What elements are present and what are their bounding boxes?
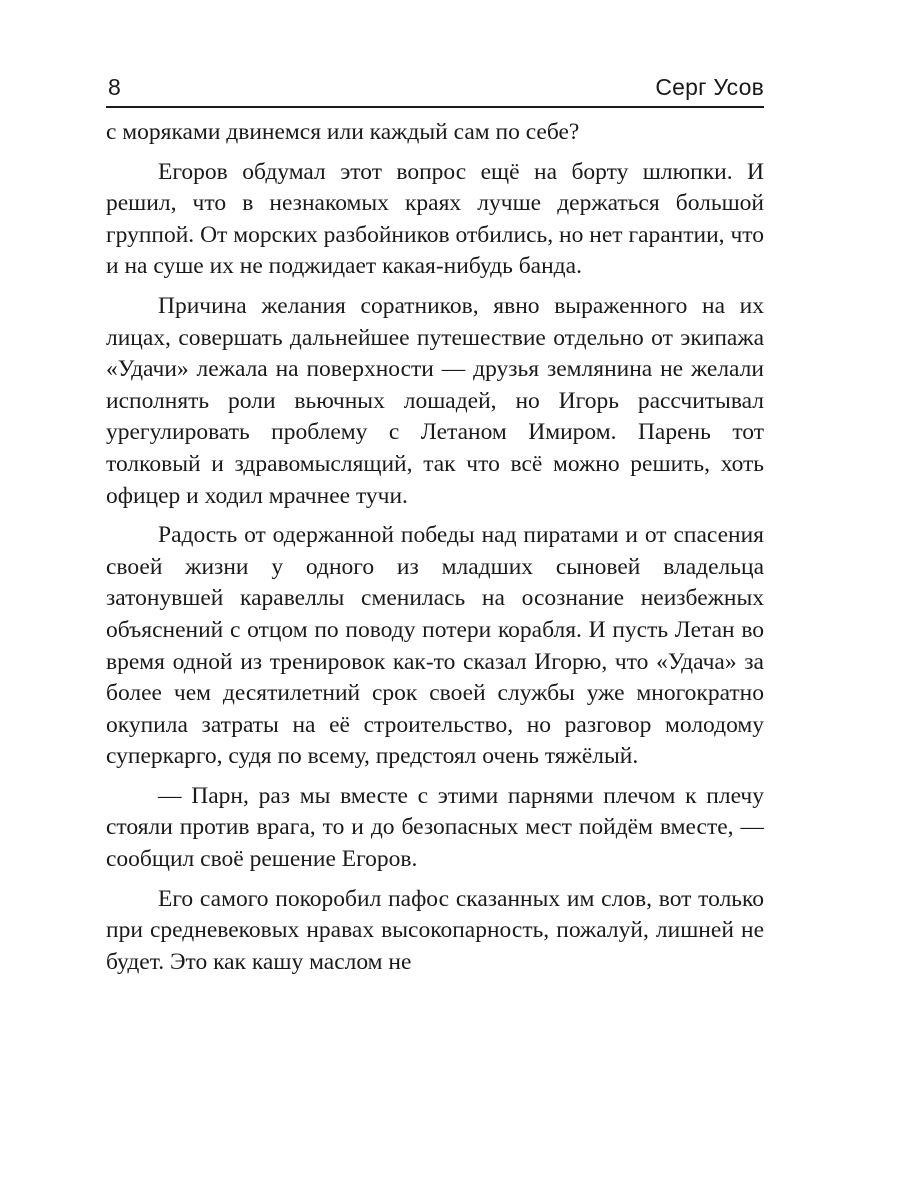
page-header <box>106 70 764 108</box>
paragraph: Егоров обдумал этот вопрос ещё на борту шлюпки. И решил, что в незнакомых краях лучше держаться большой группой. От морских разбойников отбились, но нет гарантии, что и на суше их не поджидает какая-нибудь банда. <box>106 158 764 280</box>
paragraph: Его самого покоробил пафос сказанных им слов, вот только при средневековых нравах высокопарность, пожалуй, лишней не будет. Это как кашу маслом не <box>106 885 764 975</box>
paragraph-continuation: с моряками двинемся или каждый сам по себе? <box>106 119 580 145</box>
running-head-author: Серг Усов <box>655 74 764 100</box>
page-number: 8 <box>108 74 121 100</box>
paragraph-dialogue: — Парн, раз мы вместе с этими парнями плечом к плечу стояли против врага, то и до безопасных мест пойдём вместе, — сообщил своё решение Егоров. <box>106 782 764 873</box>
text-body <box>106 117 764 986</box>
paragraph: Причина желания соратников, явно выраженного на их лицах, совершать дальнейшее путешествие отдельно от экипажа «Удачи» лежала на поверхности — друзья землянина не желали исполнять роли вьючных лошадей, но Игорь рассчитывал урегулировать проблему с Летаном Имиром. Парень тот толковый и здравомыслящий, так что всё можно решить, хоть офицер и ходил мрачнее тучи. <box>106 292 764 509</box>
paragraph: Радость от одержанной победы над пиратами и от спасения своей жизни у одного из младших сыновей владельца затонувшей каравеллы сменилась на осознание неизбежных объяснений с отцом по поводу потери корабля. И пусть Летан во время одной из тренировок как-то сказал Игорю, что «Удача» за более чем десятилетний срок своей службы уже многократно окупила затраты на её строительство, но разговор молодому суперкарго, судя по всему, предстоял очень тяжёлый. <box>106 522 764 770</box>
